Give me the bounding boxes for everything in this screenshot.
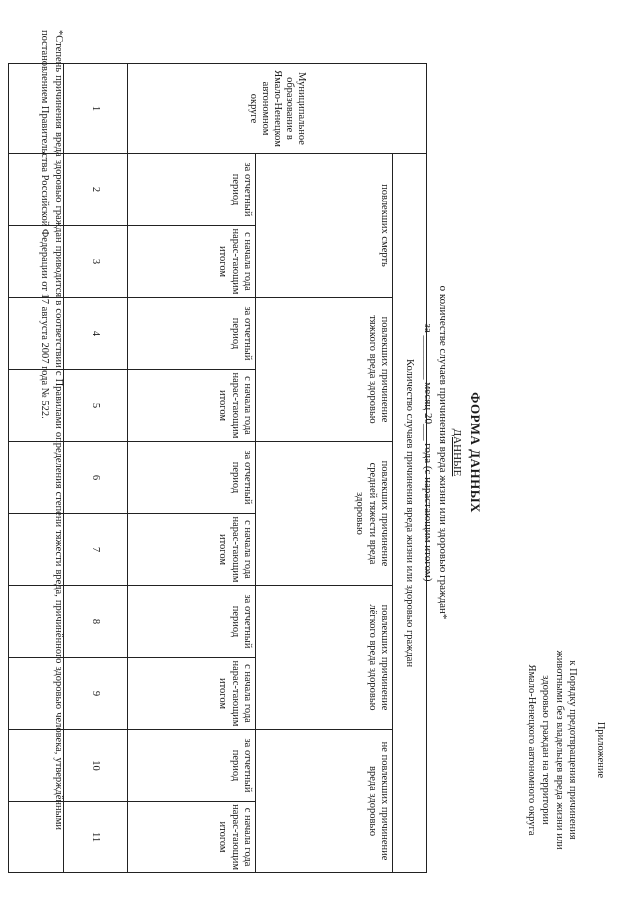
column-number: 8 <box>63 586 127 658</box>
subtitle-period: за ________ месяц 20___ года (с нарастающим итогом) <box>422 323 435 582</box>
header-group-no-harm: не повлекших причинение вреда здоровью <box>255 730 392 873</box>
subtitle-description: о количестве случаев причинения вреда жизни или здоровью граждан* <box>436 285 449 620</box>
header-sub-year: с начала года нарас-тающим итогом <box>127 370 255 442</box>
subtitle-data-word: ДАННЫЕ <box>451 428 463 477</box>
header-group-grave-harm: повлекших причинение тяжкого вреда здоровью <box>255 298 392 442</box>
header-sub-period: за отчетный период <box>127 298 255 370</box>
header-sub-period: за отчетный период <box>127 154 255 226</box>
form-title: ФОРМА ДАННЫХ <box>468 392 483 513</box>
header-group-death: повлекших смерть <box>255 154 392 298</box>
column-number: 4 <box>63 298 127 370</box>
annex-block <box>525 615 607 885</box>
column-number: 11 <box>63 802 127 873</box>
column-number: 9 <box>63 658 127 730</box>
column-number: 7 <box>63 514 127 586</box>
header-group-moderate-harm: повлекших причинение средней тяжести вреда здоровью <box>255 442 392 586</box>
annex-line: Ямало-Ненецкого автономного округа <box>526 664 538 836</box>
column-number: 1 <box>63 64 127 154</box>
column-number: 6 <box>63 442 127 514</box>
header-sub-year: с начала года нарас-тающим итогом <box>127 514 255 586</box>
annex-line: к Порядку предотвращения причинения <box>567 660 579 840</box>
header-group-light-harm: повлекших причинение лёгкого вреда здоровью <box>255 586 392 730</box>
header-sub-period: за отчетный период <box>127 730 255 802</box>
column-number: 3 <box>63 226 127 298</box>
column-number: 5 <box>63 370 127 442</box>
header-cases-total: Количество случаев причинения вреда жизни или здоровью граждан <box>392 154 426 873</box>
annex-line: здоровью граждан на территории <box>540 675 552 825</box>
header-sub-period: за отчетный период <box>127 586 255 658</box>
annex-line: животными без владельцев вреда жизни или <box>553 650 565 850</box>
header-municipality: Муниципальное образование в Ямало-Ненецком автономном округе <box>127 64 426 154</box>
header-sub-year: с начала года нарас-тающим итогом <box>127 226 255 298</box>
annex-title: Приложение <box>595 721 606 779</box>
header-sub-period: за отчетный период <box>127 442 255 514</box>
footnote: *Степень причинения вреда здоровью граждан приводится в соответствии с Правилами определения степени тяжести вреда, причинённого здоровью человека, утверждёнными постановлением Правительства Российской Федерации от 17 августа 2007 года № 522. <box>39 30 64 830</box>
header-sub-year: с начала года нарас-тающим итогом <box>127 802 255 873</box>
column-number: 10 <box>63 730 127 802</box>
form-subtitle <box>421 0 464 905</box>
header-sub-year: с начала года нарас-тающим итогом <box>127 658 255 730</box>
data-table <box>8 63 427 873</box>
column-number: 2 <box>63 154 127 226</box>
